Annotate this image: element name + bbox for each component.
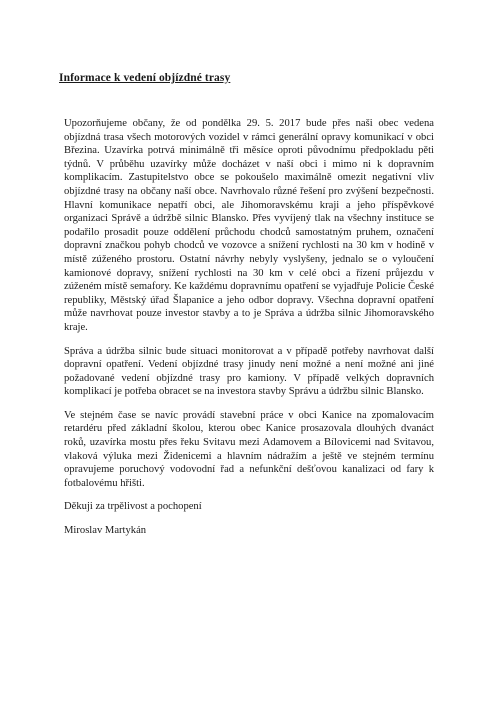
- paragraph-detour-info: Upozorňujeme občany, že od pondělka 29. 5. 2017 bude přes naši obec vedena objízdná trasa všech motorových vozidel v rámci generální opravy komunikací v obci Březina. Uzavírka potrvá minimálně tři měsíce oproti původnímu předpokladu pěti týdnů. V průběhu uzavírky může docházet v naší obci i mimo ni k dopravním komplikacím. Zastupitelstvo obce se pokoušelo maximálně omezit negativní vliv objízdné trasy na občany naší obce. Navrhovalo různé řešení pro zvýšení bezpečnosti. Hlavní komunikace nepatří obci, ale Jihomoravskému kraji a jeho příspěvkové organizaci Správě a údržbě silnic Blansko. Přes vyvíjený tlak na všechny instituce se podařilo prosadit pouze oddělení průchodu chodců samostatným pruhem, označení dopravní značkou pohyb chodců ve vozovce a snížení rychlosti na 30 km v hodině v místě zúženého prostoru. Ostatní návrhy nebyly vyslyšeny, jednalo se o vyloučení kamionové dopravy, snížení rychlosti na 30 km v celé obci a řízení průjezdu v zúženém místě semafory. Ke každému dopravnímu opatření se vyjadřuje Policie České republiky, Městský úřad Šlapanice a jeho odbor dopravy. Všechna dopravní opatření může navrhovat pouze investor stavby a to je Správa a údržba silnic Jihomoravského kraje.: [64, 118, 434, 333]
- signature: Miroslav Martykán: [64, 525, 147, 537]
- closing-line: Děkuji za trpělivost a pochopení: [64, 501, 202, 513]
- paragraph-other-works: Ve stejném čase se navíc provádí stavební práce v obci Kanice na zpomalovacím retardéru před základní školou, kterou obec Kanice prosazovala dlouhých dvanáct roků, uzavírka mostu přes řeku Svitavu mezi Adamovem a Bílovicemi nad Svitavou, vlaková výluka mezi Židenicemi a hlavním nádražím a ještě ve stejném termínu opravujeme poruchový vodovodní řad a nefunkční dešťovou kanalizaci od fary k fotbalovému hřišti.: [64, 409, 434, 489]
- document-body: [64, 117, 434, 548]
- document-title: Informace k vedení objízdné trasy: [59, 72, 231, 84]
- paragraph-monitoring: Správa a údržba silnic bude situaci monitorovat a v případě potřeby navrhovat další dopravní opatření. Vedení objízdné trasy jinudy není možné a není možné ani jiné požadované vedení objízdné trasy pro kamiony. V případě velkých dopravních komplikací je potřeba obracet se na investora stavby Správu a údržbu silnic Blansko.: [64, 345, 434, 398]
